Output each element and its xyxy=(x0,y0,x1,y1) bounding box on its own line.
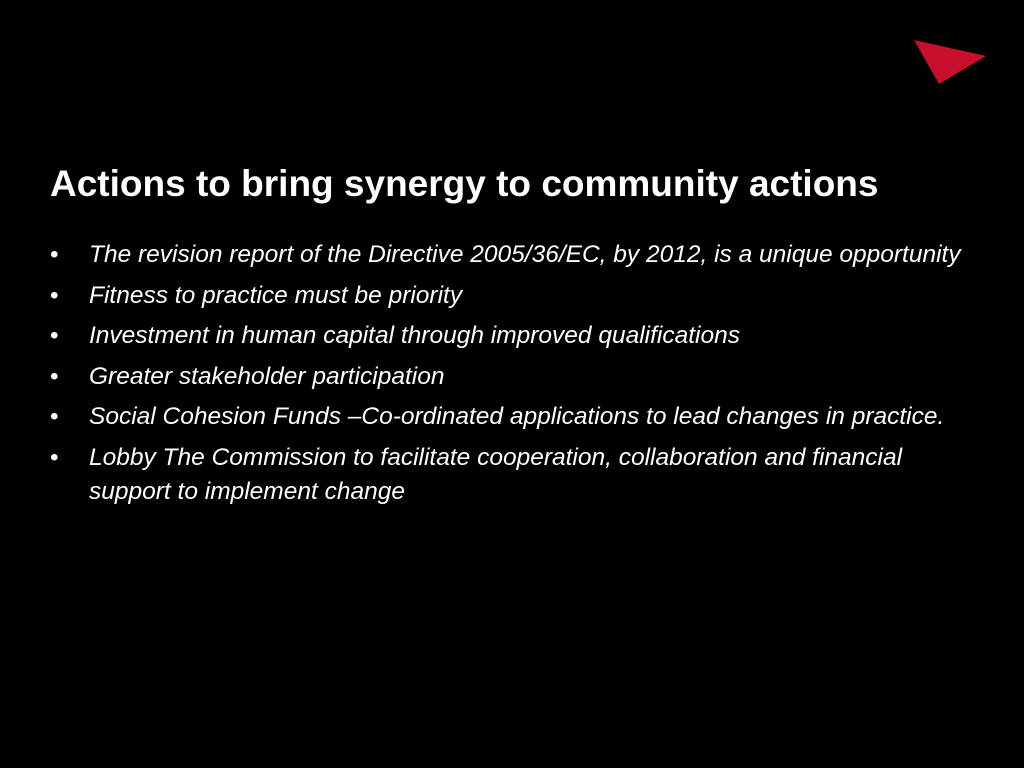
bullet-marker: • xyxy=(50,281,59,309)
bullet-marker: • xyxy=(50,322,59,349)
bullet-item xyxy=(48,441,978,510)
bullet-marker: • xyxy=(50,443,59,471)
slide-title: Actions to bring synergy to community actions xyxy=(50,163,879,204)
bullet-text: Social Cohesion Funds –Co-ordinated applications to lead changes in practice. xyxy=(89,403,945,430)
bullet-item xyxy=(48,319,978,354)
bullet-text: Greater stakeholder participation xyxy=(89,362,445,390)
bullet-item xyxy=(48,360,978,395)
bullet-marker: • xyxy=(50,362,59,390)
bullet-item xyxy=(48,400,978,435)
bullet-text: Lobby The Commission to facilitate cooperation, collaboration and financial support to implement change xyxy=(89,443,903,505)
bullet-text: The revision report of the Directive 2005/36/EC, by 2012, is a unique opportunity xyxy=(89,241,961,268)
bullet-marker: • xyxy=(50,403,59,430)
bullet-item xyxy=(48,279,978,314)
bullet-marker: • xyxy=(50,241,59,268)
bullet-item xyxy=(48,238,978,273)
bullet-list xyxy=(48,238,978,516)
red-triangle-logo-icon xyxy=(914,40,986,86)
bullet-text: Investment in human capital through improved qualifications xyxy=(89,322,740,349)
bullet-text: Fitness to practice must be priority xyxy=(89,281,463,309)
